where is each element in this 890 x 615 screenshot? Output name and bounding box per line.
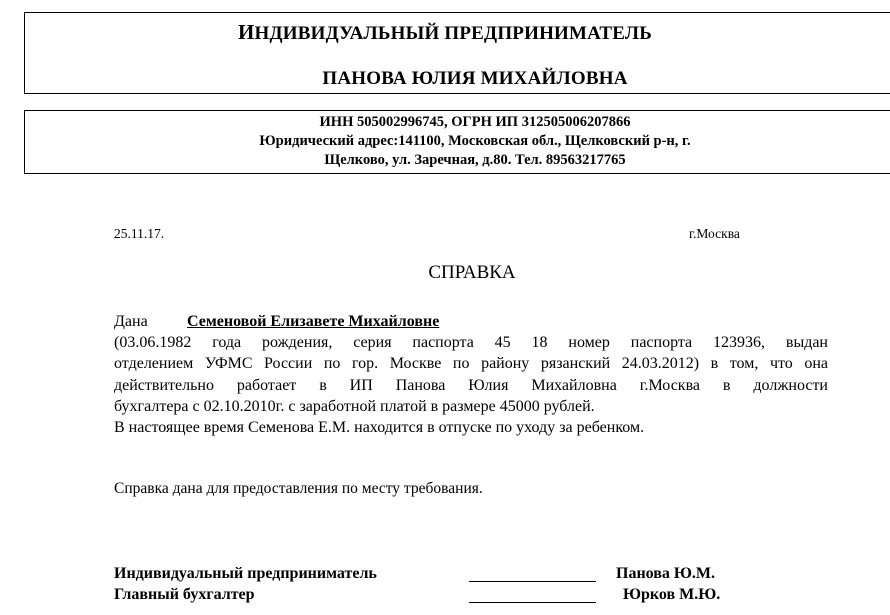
certificate-body [114, 332, 828, 438]
purpose-statement: Справка дана для предоставления по месту требования. [114, 480, 483, 497]
entrepreneur-name: ПАНОВА ЮЛИЯ МИХАЙЛОВНА [322, 68, 628, 89]
entrepreneur-title: ИНДИВИДУАЛЬНЫЙ ПРЕДПРИНИМАТЕЛЬ [237, 20, 653, 44]
requisites-address-line-2: Щелково, ул. Заречная, д.80. Тел. 89563217765 [324, 152, 626, 168]
body-line: бухгалтера с 02.10.2010г. с заработной платой в размере 45000 рублей. [114, 397, 595, 415]
signature-name-entrepreneur: Панова Ю.М. [616, 565, 716, 582]
recipient-name: Семеновой Елизавете Михайловне [187, 313, 440, 330]
requisites-address-line-1: Юридический адрес:141100, Московская обл., Щелковский р-н, г. [259, 133, 691, 149]
signature-line [469, 564, 596, 587]
document-title: СПРАВКА [428, 262, 516, 283]
signature-role-accountant: Главный бухгалтер [114, 586, 255, 603]
signature-name-accountant: Юрков М.Ю. [623, 586, 721, 603]
body-line: (03.06.1982 года рождения, серия паспорта 45 18 номер паспорта 123936, выдан [114, 334, 828, 351]
body-line: В настоящее время Семенова Е.М. находится в отпуске по уходу за ребенком. [114, 419, 645, 437]
document-date: 25.11.17. [114, 226, 165, 241]
requisites-inn-ogrn: ИНН 505002996745, ОГРН ИП 312505006207866 [319, 114, 631, 130]
document-city: г.Москва [689, 226, 740, 241]
signature-line [469, 585, 596, 608]
signature-role-entrepreneur: Индивидуальный предприниматель [114, 565, 377, 582]
issued-to-label: Дана [114, 313, 148, 330]
body-line: отделением УФМС России по гор. Москве по району рязанский 24.03.2012) в том, что она [114, 355, 828, 373]
body-line: действительно работает в ИП Панова Юлия Михайловна г.Москва в должности [114, 376, 828, 394]
